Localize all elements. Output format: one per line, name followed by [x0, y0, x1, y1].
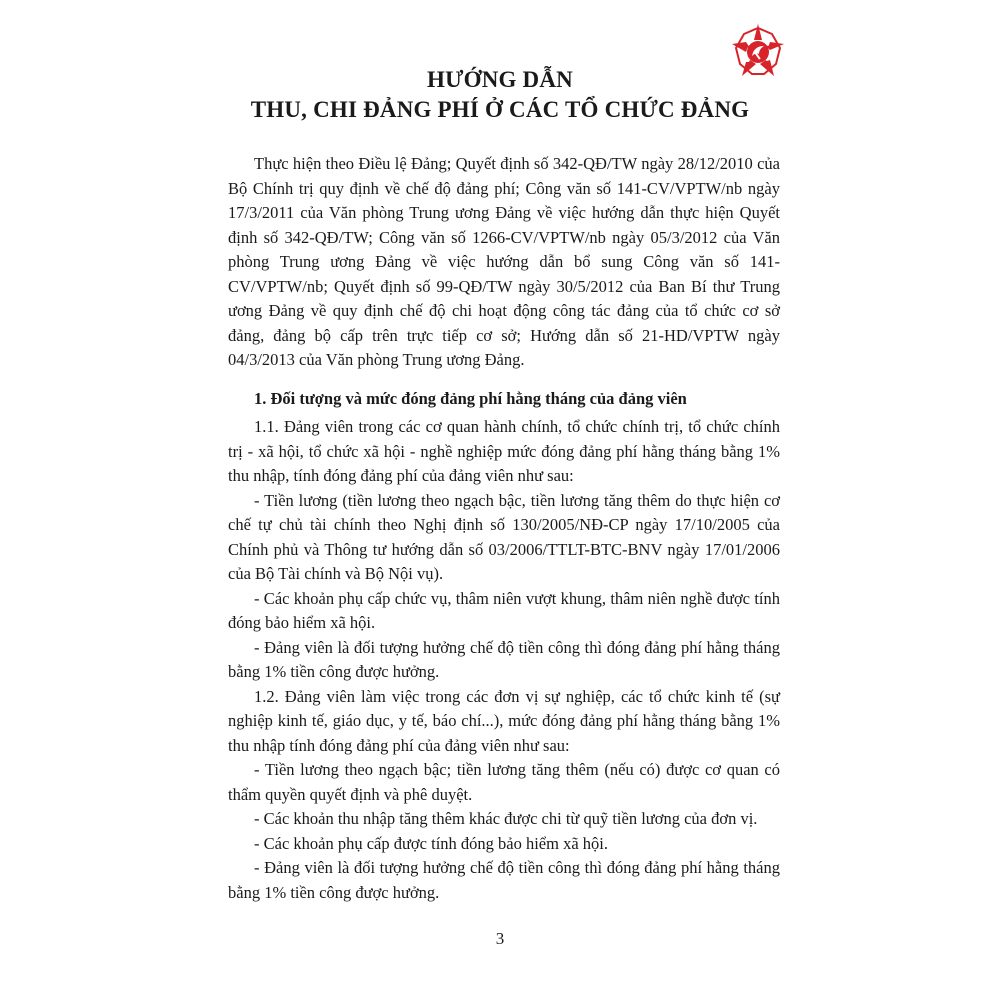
- intro-paragraph: Thực hiện theo Điều lệ Đảng; Quyết định số 342-QĐ/TW ngày 28/12/2010 của Bộ Chính trị quy định về chế độ đảng phí; Công văn số 141-CV/VPTW/nb ngày 17/3/2011 của Văn phòng Trung ương Đảng về việc hướng dẫn thực hiện Quyết định số 342-QĐ/TW; Công văn số 1266-CV/VPTW/nb ngày 05/3/2012 của Văn phòng Trung ương Đảng về việc hướng dẫn bổ sung Công văn số 141-CV/VPTW/nb; Quyết định số 99-QĐ/TW ngày 30/5/2012 của Ban Bí thư Trung ương Đảng về quy định chế độ chi hoạt động công tác đảng của tổ chức cơ sở đảng, đảng bộ cấp trên trực tiếp cơ sở; Hướng dẫn số 21-HD/VPTW ngày 04/3/2013 của Văn phòng Trung ương Đảng.: [228, 154, 780, 369]
- document-title-line2: THU, CHI ĐẢNG PHÍ Ở CÁC TỔ CHỨC ĐẢNG: [250, 97, 750, 122]
- paragraph-1-1-b: - Các khoản phụ cấp chức vụ, thâm niên vượt khung, thâm niên nghề được tính đóng bảo hiểm xã hội.: [228, 588, 780, 632]
- paragraph-1-2-d: - Đảng viên là đối tượng hưởng chế độ tiền công thì đóng đảng phí hằng tháng bằng 1% tiền công được hưởng.: [228, 858, 780, 902]
- document-title-line1: HƯỚNG DẪN: [427, 67, 573, 92]
- paragraph-1-2-a: - Tiền lương theo ngạch bậc; tiền lương tăng thêm (nếu có) được cơ quan có thẩm quyền quyết định và phê duyệt.: [228, 760, 780, 804]
- paragraph-1-2-c: - Các khoản phụ cấp được tính đóng bảo hiểm xã hội.: [254, 833, 609, 853]
- paragraph-1-2-b: - Các khoản thu nhập tăng thêm khác được chi từ quỹ tiền lương của đơn vị.: [254, 809, 758, 828]
- document-body: [228, 152, 780, 905]
- paragraph-1-1-c: - Đảng viên là đối tượng hưởng chế độ tiền công thì đóng đảng phí hằng tháng bằng 1% tiền công được hưởng.: [228, 637, 780, 681]
- paragraph-1-2: 1.2. Đảng viên làm việc trong các đơn vị sự nghiệp, các tổ chức kinh tế (sự nghiệp kinh tế, giáo dục, y tế, báo chí...), mức đóng đảng phí hằng tháng bằng 1% thu nhập tính đóng đảng phí của đảng viên như sau:: [228, 686, 780, 755]
- section-heading: 1. Đối tượng và mức đóng đảng phí hằng tháng của đảng viên: [254, 388, 687, 408]
- paragraph-1-1-a: - Tiền lương (tiền lương theo ngạch bậc, tiền lương tăng thêm do thực hiện cơ chế tự chủ tài chính theo Nghị định số 130/2005/NĐ-CP ngày 17/10/2005 của Chính phủ và Thông tư hướng dẫn số 03/2006/TTLT-BTC-BNV ngày 17/01/2006 của Bộ Tài chính và Bộ Nội vụ).: [228, 490, 780, 583]
- page-number: 3: [495, 929, 505, 948]
- paragraph-1-1: 1.1. Đảng viên trong các cơ quan hành chính, tổ chức chính trị, tổ chức chính trị - xã hội, tổ chức xã hội - nghề nghiệp mức đóng đảng phí hằng tháng bằng 1% thu nhập, tính đóng đảng phí của đảng viên như sau:: [228, 417, 780, 485]
